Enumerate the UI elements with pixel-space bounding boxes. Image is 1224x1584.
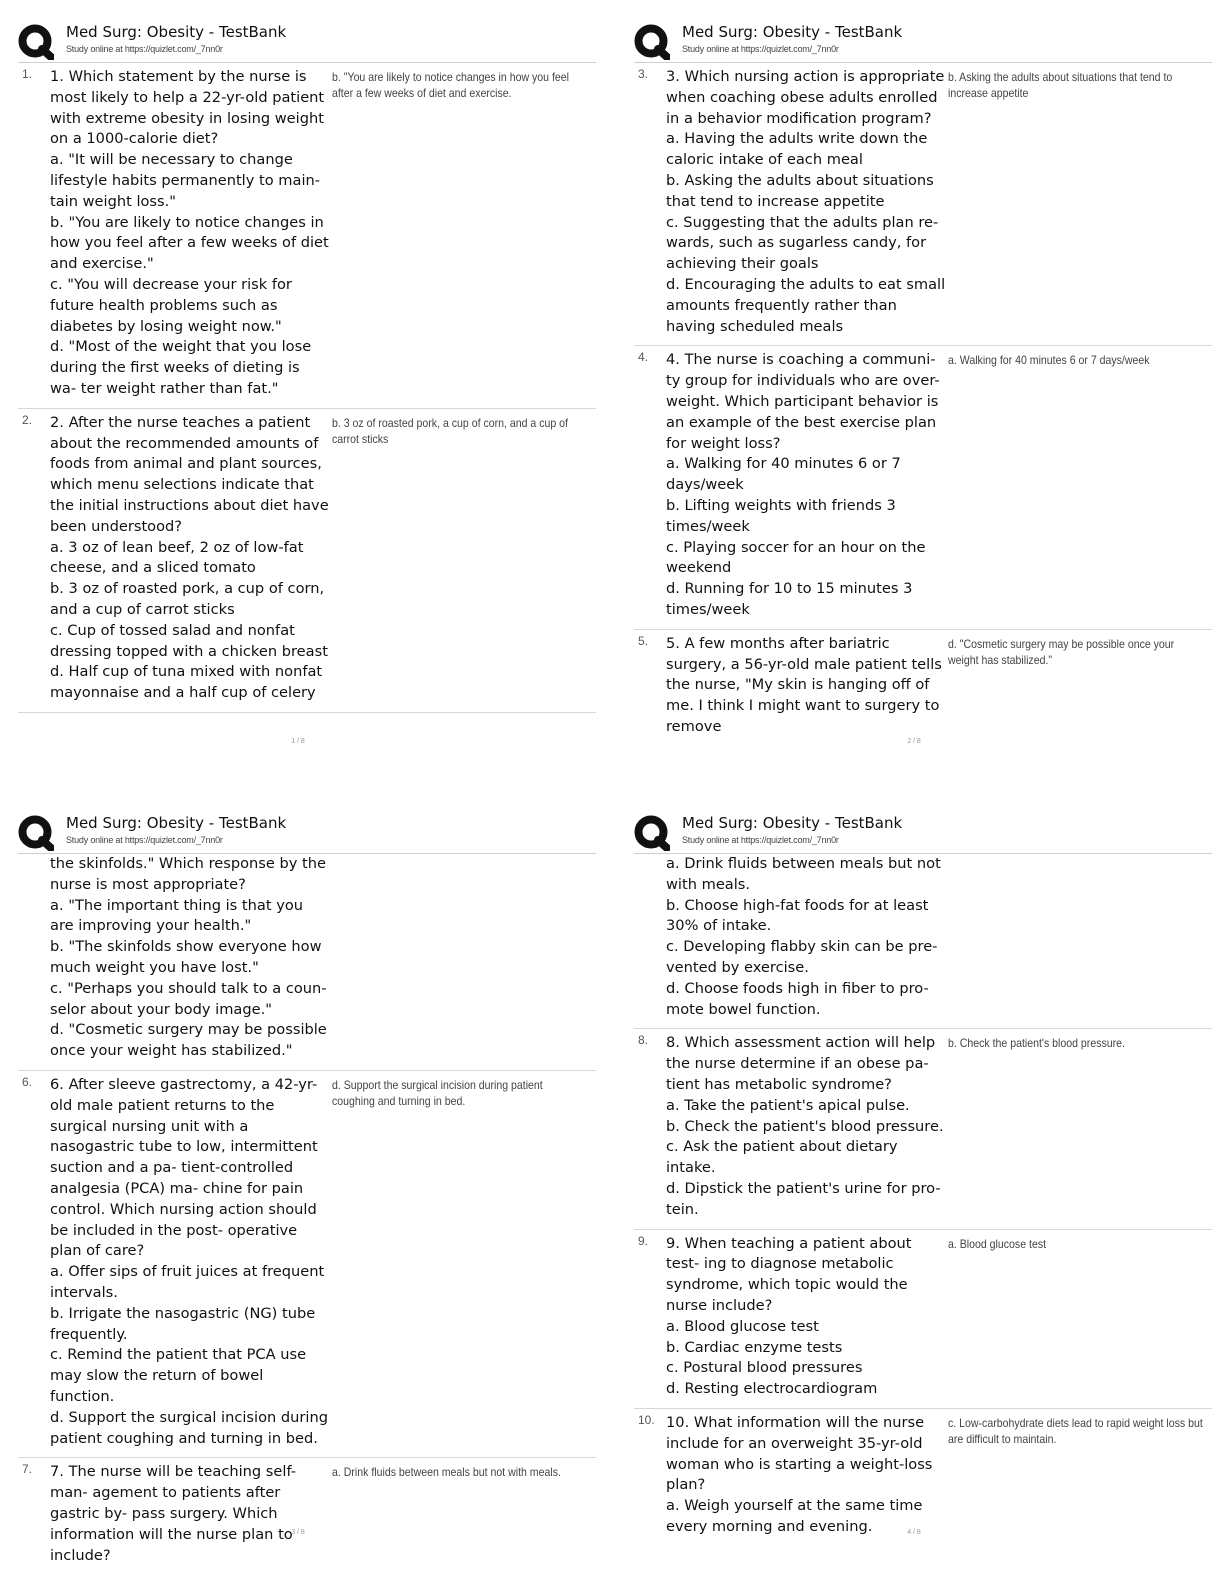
study-link[interactable]: Study online at https://quizlet.com/_7nn0r bbox=[682, 835, 839, 845]
flashcard bbox=[18, 409, 596, 713]
card-answer: b. "You are likely to notice changes in how you feel after a few weeks of diet and exercise. bbox=[332, 70, 570, 100]
card-question bbox=[666, 346, 946, 620]
option-d: d. "Cosmetic surgery may be possible once your weight has stabilized." bbox=[50, 1021, 327, 1060]
option-d: d. Running for 10 to 15 minutes 3 times/week bbox=[666, 580, 913, 618]
option-b: b. Irrigate the nasogastric (NG) tube frequently. bbox=[50, 1304, 316, 1343]
study-link[interactable]: Study online at https://quizlet.com/_7nn0r bbox=[66, 44, 223, 54]
option-a: a. 3 oz of lean beef, 2 oz of low-fat cheese, and a sliced tomato bbox=[50, 538, 304, 577]
option-a: a. "It will be necessary to change lifestyle habits permanently to main- tain weight loss." bbox=[50, 151, 321, 210]
option-d: d. Encouraging the adults to eat small amounts frequently rather than having scheduled meals bbox=[666, 275, 946, 335]
card-number: 2. bbox=[22, 412, 33, 427]
option-b: b. Check the patient's blood pressure. bbox=[666, 1117, 944, 1135]
question-stem: 2. After the nurse teaches a patient about the recommended amounts of foods from animal and plant sources, which menu selections indicate that the initial instructions about diet have been understood? bbox=[50, 413, 329, 535]
card-number: 6. bbox=[22, 1074, 33, 1089]
option-b: b. Cardiac enzyme tests bbox=[666, 1338, 843, 1356]
flashcard bbox=[18, 63, 596, 409]
card-number: 3. bbox=[638, 67, 649, 81]
option-a: a. Drink fluids between meals but not with meals. bbox=[666, 855, 941, 893]
option-b: b. "You are likely to notice changes in how you feel after a few weeks of diet and exercise." bbox=[50, 213, 329, 273]
option-b: b. "The skinfolds show everyone how much weight you have lost." bbox=[50, 938, 322, 976]
question-stem: 5. A few months after bariatric surgery, a 56-yr-old male patient tells the nurse, "My skin is hanging off of me. I think I might want to surgery to remove bbox=[666, 634, 942, 735]
card-question bbox=[50, 854, 330, 1062]
card-number: 7. bbox=[22, 1462, 33, 1477]
card-number: 9. bbox=[638, 1233, 649, 1248]
card-answer: a. Walking for 40 minutes 6 or 7 days/week bbox=[948, 353, 1150, 368]
flashcard-continued bbox=[634, 854, 1212, 1029]
flashcard bbox=[634, 346, 1212, 629]
study-link[interactable]: Study online at https://quizlet.com/_7nn0r bbox=[682, 44, 839, 54]
option-c: c. Remind the patient that PCA use may slow the return of bowel function. bbox=[50, 1346, 307, 1405]
page-number: 2 / 8 bbox=[907, 738, 921, 745]
flashcard-continued bbox=[18, 854, 596, 1071]
card-question bbox=[50, 1071, 330, 1449]
option-c: c. "You will decrease your risk for future health problems such as diabetes by losing weight now." bbox=[50, 275, 292, 335]
quizlet-logo-icon bbox=[634, 815, 670, 851]
flashcard bbox=[634, 630, 1212, 746]
question-stem: 9. When teaching a patient about test- ing to diagnose metabolic syndrome, which topic would the nurse include? bbox=[666, 1234, 912, 1314]
card-question bbox=[666, 1409, 946, 1538]
page-title: Med Surg: Obesity - TestBank bbox=[66, 23, 287, 41]
card-number: 10. bbox=[638, 1412, 655, 1427]
card-question bbox=[666, 854, 946, 1020]
page-2 bbox=[634, 22, 1212, 782]
question-stem: 8. Which assessment action will help the nurse determine if an obese pa- tient has metabolic syndrome? bbox=[666, 1034, 936, 1093]
option-b: b. 3 oz of roasted pork, a cup of corn, and a cup of carrot sticks bbox=[50, 580, 325, 618]
question-stem: 4. The nurse is coaching a communi- ty group for individuals who are over- weight. Which participant behavior is an example of the best exercise plan for weight loss? bbox=[666, 351, 940, 452]
question-stem: 6. After sleeve gastrectomy, a 42-yr-old male patient returns to the surgical nursing unit with a nasogastric tube to low, intermittent suction and a pa- tient-controlled analgesia (PCA) ma- chine for pain control. Which nursing action should be included in the post- operative plan of care? bbox=[50, 1075, 318, 1260]
option-b: b. Lifting weights with friends 3 times/week bbox=[666, 496, 896, 535]
page-3 bbox=[18, 813, 596, 1573]
page-header bbox=[634, 813, 1212, 854]
quizlet-logo-icon bbox=[634, 24, 670, 60]
card-question bbox=[666, 63, 946, 337]
option-a: a. "The important thing is that you are improving your health." bbox=[50, 896, 304, 935]
card-question bbox=[50, 63, 330, 400]
flashcard bbox=[634, 1230, 1212, 1409]
option-c: c. Developing flabby skin can be pre- vented by exercise. bbox=[666, 938, 938, 976]
option-c: c. "Perhaps you should talk to a coun- selor about your body image." bbox=[50, 979, 327, 1018]
option-a: a. Blood glucose test bbox=[666, 1317, 819, 1335]
page-title: Med Surg: Obesity - TestBank bbox=[66, 814, 287, 832]
option-a: a. Offer sips of fruit juices at frequent intervals. bbox=[50, 1263, 325, 1301]
card-number: 1. bbox=[22, 67, 33, 81]
option-d: d. Support the surgical incision during patient coughing and turning in bed. bbox=[50, 1408, 328, 1447]
option-c: c. Suggesting that the adults plan re- wards, such as sugarless candy, for achieving their goals bbox=[666, 213, 939, 273]
page-title: Med Surg: Obesity - TestBank bbox=[682, 814, 903, 832]
question-stem-continued: the skinfolds." Which response by the nurse is most appropriate? bbox=[50, 855, 326, 893]
flashcard bbox=[634, 1029, 1212, 1229]
option-d: d. Resting electrocardiogram bbox=[666, 1380, 878, 1398]
option-d: d. Half cup of tuna mixed with nonfat mayonnaise and a half cup of celery bbox=[50, 663, 323, 702]
question-stem: 7. The nurse will be teaching self-man- agement to patients after gastric by- pass surgery. Which information will the nurse plan to include? bbox=[50, 1463, 297, 1564]
card-answer: c. Low-carbohydrate diets lead to rapid weight loss but are difficult to maintain. bbox=[948, 1415, 1203, 1446]
option-a: a. Having the adults write down the caloric intake of each meal bbox=[666, 130, 928, 169]
flashcard bbox=[634, 63, 1212, 346]
option-d: d. "Most of the weight that you lose during the first weeks of dieting is wa- ter weight rather than fat." bbox=[50, 338, 312, 397]
page-number: 3 / 8 bbox=[291, 1529, 305, 1536]
card-answer: d. Support the surgical incision during patient coughing and turning in bed. bbox=[332, 1077, 543, 1108]
card-question bbox=[50, 1458, 330, 1566]
page-number: 1 / 8 bbox=[291, 738, 305, 745]
card-number: 4. bbox=[638, 350, 649, 365]
page-1 bbox=[18, 22, 596, 782]
option-c: c. Ask the patient about dietary intake. bbox=[666, 1138, 898, 1177]
card-question bbox=[666, 1029, 946, 1220]
option-a: a. Walking for 40 minutes 6 or 7 days/week bbox=[666, 455, 901, 494]
card-answer: b. Check the patient's blood pressure. bbox=[948, 1036, 1125, 1051]
flashcard bbox=[18, 1458, 596, 1573]
quizlet-logo-icon bbox=[18, 24, 54, 60]
flashcard bbox=[634, 1409, 1212, 1546]
option-b: b. Choose high-fat foods for at least 30% of intake. bbox=[666, 896, 929, 935]
quizlet-logo-icon bbox=[18, 815, 54, 851]
option-a: a. Take the patient's apical pulse. bbox=[666, 1096, 910, 1114]
page-header bbox=[634, 22, 1212, 63]
card-question bbox=[666, 630, 946, 738]
page-number: 4 / 8 bbox=[907, 1529, 921, 1536]
page-4 bbox=[634, 813, 1212, 1573]
page-header bbox=[18, 22, 596, 63]
card-number: 5. bbox=[638, 633, 649, 648]
card-number: 8. bbox=[638, 1033, 649, 1048]
option-c: c. Cup of tossed salad and nonfat dressing topped with a chicken breast bbox=[50, 621, 328, 660]
card-question bbox=[666, 1230, 946, 1400]
card-answer: a. Drink fluids between meals but not with meals. bbox=[332, 1465, 561, 1480]
question-stem: 10. What information will the nurse include for an overweight 35-yr-old woman who is starting a weight-loss plan? bbox=[666, 1413, 933, 1494]
card-answer: d. "Cosmetic surgery may be possible once your weight has stabilized." bbox=[948, 636, 1175, 667]
flashcard bbox=[18, 1071, 596, 1458]
option-a: a. Weigh yourself at the same time every morning and evening. bbox=[666, 1497, 923, 1535]
option-c: c. Postural blood pressures bbox=[666, 1359, 863, 1377]
study-link[interactable]: Study online at https://quizlet.com/_7nn0r bbox=[66, 835, 223, 845]
question-stem: 3. Which nursing action is appropriate when coaching obese adults enrolled in a behavior modification program? bbox=[666, 68, 945, 127]
page-header bbox=[18, 813, 596, 854]
card-question bbox=[50, 409, 330, 704]
option-d: d. Choose foods high in fiber to pro- mote bowel function. bbox=[666, 979, 929, 1018]
card-answer: b. Asking the adults about situations that tend to increase appetite bbox=[948, 70, 1173, 100]
option-d: d. Dipstick the patient's urine for pro- tein. bbox=[666, 1179, 941, 1218]
card-answer: a. Blood glucose test bbox=[948, 1236, 1047, 1251]
page-title: Med Surg: Obesity - TestBank bbox=[682, 23, 903, 41]
card-answer: b. 3 oz of roasted pork, a cup of corn, and a cup of carrot sticks bbox=[332, 415, 568, 446]
question-stem: 1. Which statement by the nurse is most likely to help a 22-yr-old patient with extreme obesity in losing weight on a 1000-calorie diet? bbox=[50, 68, 325, 148]
option-c: c. Playing soccer for an hour on the weekend bbox=[666, 538, 926, 577]
option-b: b. Asking the adults about situations that tend to increase appetite bbox=[666, 171, 934, 210]
